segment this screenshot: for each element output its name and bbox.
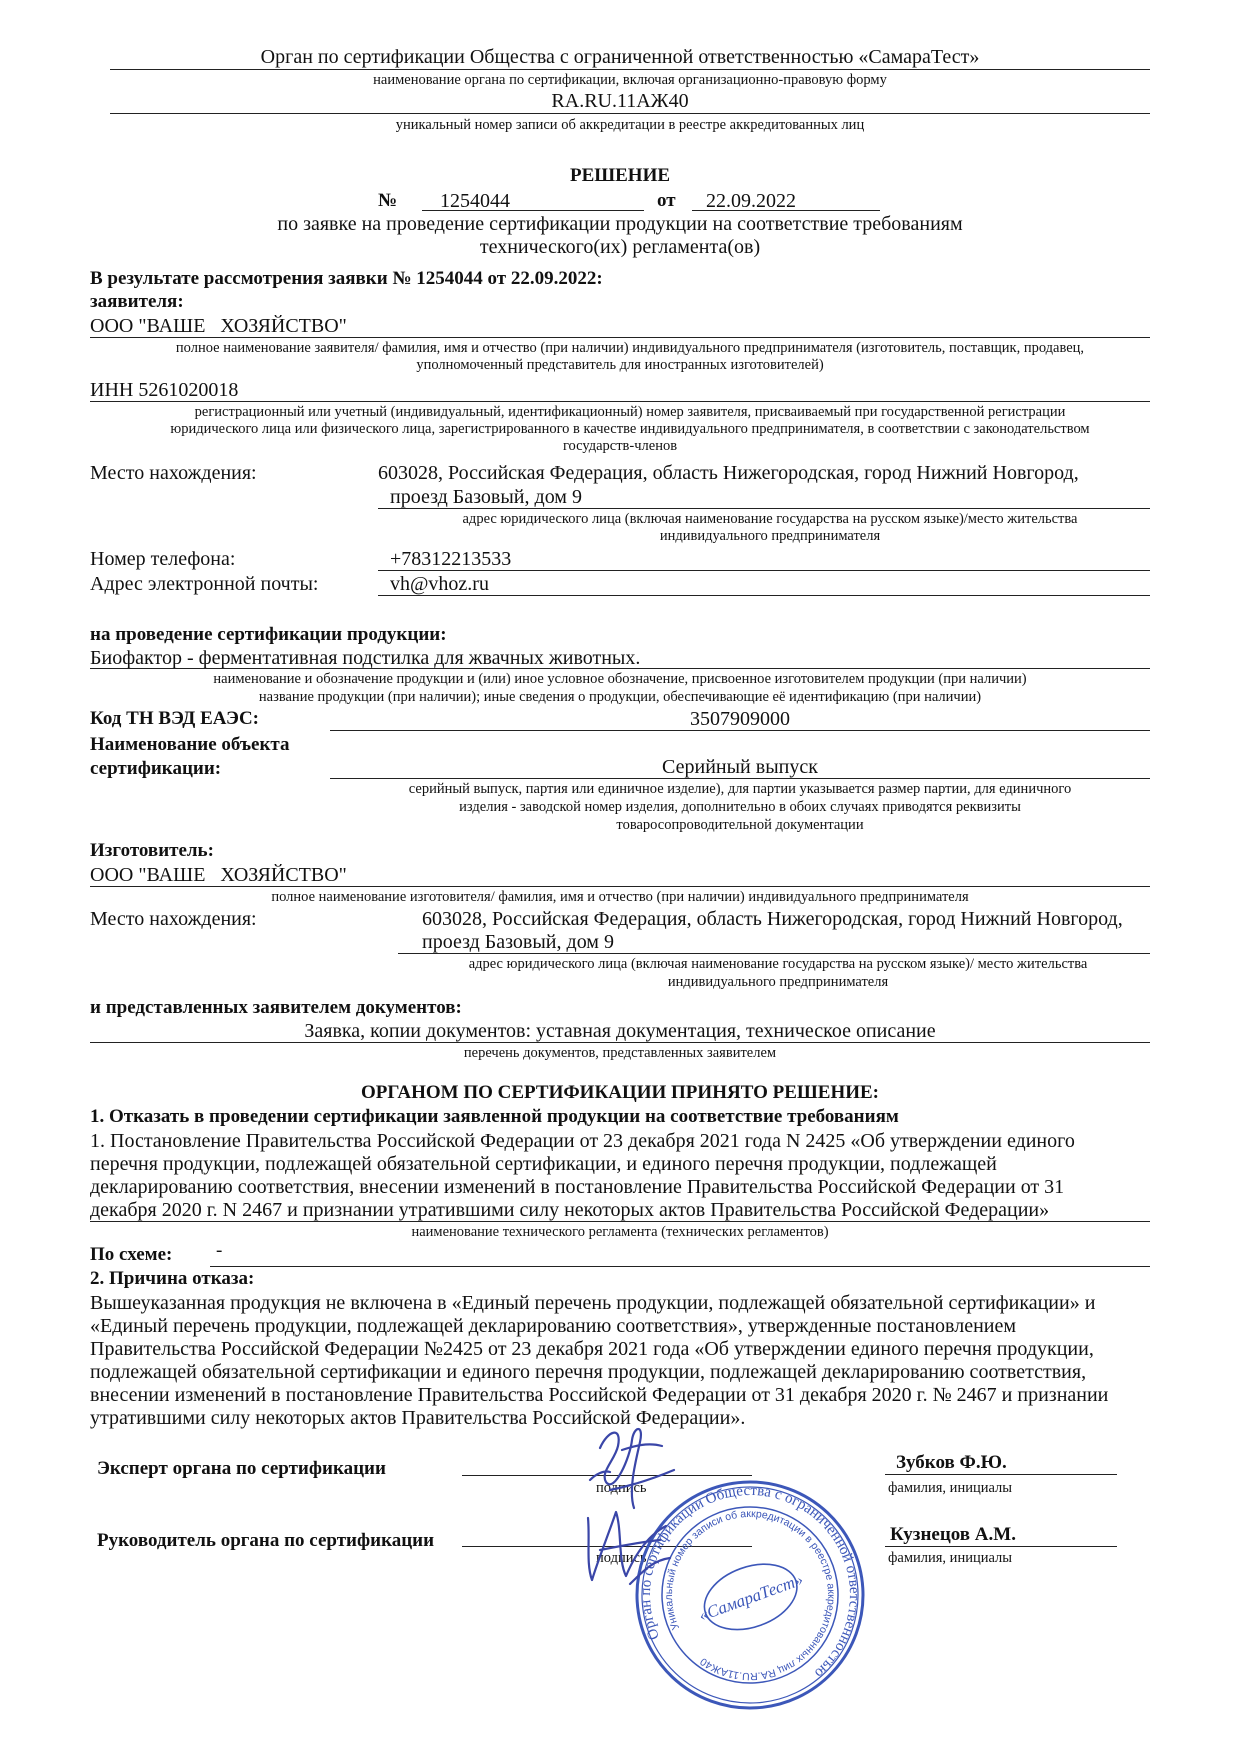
regulation-line (90, 1221, 1150, 1222)
ruling-point-1: 1. Отказать в проведении сертификации заявленной продукции на соответствие требованиям (90, 1106, 899, 1127)
expert-name-line (885, 1474, 1117, 1475)
accreditation-caption: уникальный номер записи об аккредитации в реестре аккредитованных лиц (395, 117, 865, 133)
expert-name-caption: фамилия, инициалы (888, 1480, 1013, 1496)
applicant-name-caption-2: уполномоченный представитель для иностранных изготовителей) (416, 357, 824, 373)
object-value-line (330, 778, 1150, 779)
manufacturer-address-line-2: проезд Базовый, дом 9 (422, 931, 614, 953)
regulation-line-2: перечня продукции, подлежащей обязательной сертификации, и единого перечня продукции, подлежащей (90, 1153, 997, 1175)
documents-caption: перечень документов, представленных заявителем (463, 1045, 777, 1061)
scheme-value: - (216, 1240, 223, 1261)
manufacturer-address-line (398, 953, 1150, 954)
expert-signature-caption: подпись (596, 1480, 647, 1496)
org-name-line (110, 69, 1150, 70)
expert-name: Зубков Ф.Ю. (896, 1452, 1007, 1473)
manufacturer-name-caption: полное наименование изготовителя/ фамилия, имя и отчество (при наличии) индивидуального предпринимателя (271, 889, 969, 905)
decision-title: РЕШЕНИЕ (569, 165, 671, 186)
applicant-name-caption-1: полное наименование заявителя/ фамилия, имя и отчество (при наличии) индивидуального предпринимателя (изготовитель, поставщик, продавец, (175, 340, 1085, 356)
reason-line-3: Правительства Российской Федерации №2425 от 23 декабря 2021 года «Об утверждении единого перечня продукции, (90, 1338, 1094, 1360)
review-intro: В результате рассмотрения заявки № 1254044 от 22.09.2022: (90, 268, 603, 289)
applicant-phone: +78312213533 (390, 548, 512, 570)
object-caption-2: изделия - заводской номер изделия, дополнительно в обоих случаях приводятся реквизиты (459, 799, 1021, 815)
applicant-inn-caption-3: государств-членов (562, 438, 678, 454)
head-label: Руководитель органа по сертификации (97, 1530, 435, 1551)
manufacturer-address-caption-2: индивидуального предпринимателя (667, 974, 889, 990)
scheme-label: По схеме: (90, 1244, 173, 1265)
object-caption-3: товаросопроводительной документации (616, 817, 864, 833)
org-name: Орган по сертификации Общества с ограниченной ответственностью «СамараТест» (260, 46, 980, 68)
applicant-phone-line (378, 570, 1150, 571)
applicant-email-label: Адрес электронной почты: (90, 573, 319, 595)
reason-line-5: внесении изменений в постановление Правительства Российской Федерации от 31 декабря 2020 г. № 2467 и признании (90, 1384, 1109, 1406)
head-name-line (885, 1546, 1117, 1547)
ruling-point-2: 2. Причина отказа: (90, 1268, 255, 1289)
reason-line-6: утратившими силу некоторых актов Правительства Российской Федерации». (90, 1407, 746, 1429)
reason-line-1: Вышеуказанная продукция не включена в «Единый перечень продукции, подлежащей обязательной сертификации» и (90, 1292, 1096, 1314)
decision-date-label: от (657, 190, 676, 211)
documents-line (90, 1042, 1150, 1043)
applicant-name-line (90, 337, 1150, 338)
applicant-email-line (378, 595, 1150, 596)
decision-date-line (692, 210, 880, 211)
manufacturer-address-label: Место нахождения: (90, 908, 257, 930)
manufacturer-address-line-1: 603028, Российская Федерация, область Нижегородская, город Нижний Новгород, (422, 908, 1123, 930)
expert-label: Эксперт органа по сертификации (97, 1458, 386, 1479)
product-caption-2: название продукции (при наличии); иные сведения о продукции, обеспечивающие её идентификацию (при наличии) (258, 689, 982, 705)
tn-ved-value: 3507909000 (690, 708, 790, 730)
object-label-1: Наименование объекта (90, 734, 290, 755)
object-label-2: сертификации: (90, 758, 222, 779)
documents-label: и представленных заявителем документов: (90, 997, 462, 1018)
decision-number-label: № (378, 190, 398, 211)
accreditation-line (110, 113, 1150, 114)
product-name: Биофактор - ферментативная подстилка для жвачных животных. (90, 647, 641, 669)
manufacturer-address-caption-1: адрес юридического лица (включая наименование государства на русском языке)/ место жительства (468, 956, 1088, 972)
decision-number: 1254044 (440, 190, 510, 212)
manufacturer-name: ООО "ВАШЕ ХОЗЯЙСТВО" (90, 864, 347, 886)
decision-date: 22.09.2022 (706, 190, 796, 212)
applicant-inn-caption-2: юридического лица или физического лица, зарегистрированного в качестве индивидуального предпринимателя, в соответствии с законодательством (170, 421, 1090, 437)
product-name-line (90, 668, 1150, 669)
head-name-caption: фамилия, инициалы (888, 1550, 1013, 1566)
scheme-line (210, 1266, 1150, 1267)
tn-ved-label: Код ТН ВЭД ЕАЭС: (90, 708, 259, 729)
applicant-label: заявителя: (90, 291, 184, 312)
org-caption: наименование органа по сертификации, включая организационно-правовую форму (373, 72, 887, 88)
head-handwritten-signature (570, 1500, 690, 1600)
applicant-address-caption-2: индивидуального предпринимателя (659, 528, 881, 544)
applicant-inn-caption-1: регистрационный или учетный (индивидуальный, идентификационный) номер заявителя, присваиваемый при государственной регистрации (194, 404, 1066, 420)
seal-outer-text: Орган по сертификации Общества с ограниченной ответственностью (637, 1482, 863, 1681)
decision-subtitle-1: по заявке на проведение сертификации продукции на соответствие требованиям (277, 213, 963, 235)
applicant-name: ООО "ВАШЕ ХОЗЯЙСТВО" (90, 315, 347, 337)
object-value: Серийный выпуск (662, 756, 818, 778)
object-caption-1: серийный выпуск, партия или единичное изделие), для партии указывается размер партии, для единичного (408, 781, 1072, 797)
product-label: на проведение сертификации продукции: (90, 624, 447, 645)
accreditation-number: RA.RU.11АЖ40 (551, 90, 689, 112)
tn-ved-line (330, 730, 1150, 731)
manufacturer-name-line (90, 886, 1150, 887)
head-signature-caption: подпись (596, 1550, 647, 1566)
seal-inner-text: Уникальный номер записи об аккредитации в реестре аккредитованных лиц RA.RU.11АЖ40 (662, 1507, 838, 1683)
product-caption-1: наименование и обозначение продукции и (или) иное условное обозначение, присвоенное изготовителем продукции (при наличии) (213, 671, 1027, 687)
ruling-heading: ОРГАНОМ ПО СЕРТИФИКАЦИИ ПРИНЯТО РЕШЕНИЕ: (360, 1082, 880, 1103)
applicant-inn: ИНН 5261020018 (90, 379, 239, 401)
applicant-address-line-2: проезд Базовый, дом 9 (390, 486, 582, 508)
applicant-address-caption-1: адрес юридического лица (включая наименование государства на русском языке)/место жительства (462, 511, 1078, 527)
applicant-inn-line (90, 401, 1150, 402)
applicant-phone-label: Номер телефона: (90, 548, 236, 570)
decision-subtitle-2: технического(их) регламента(ов) (479, 236, 761, 258)
regulation-line-3: декларированию соответствия, внесении изменений в постановление Правительства Российской Федерации от 31 (90, 1176, 1065, 1198)
applicant-address-line (378, 508, 1150, 509)
regulation-caption: наименование технического регламента (технических регламентов) (411, 1224, 829, 1240)
documents-value: Заявка, копии документов: уставная документация, техническое описание (304, 1020, 936, 1042)
reason-line-4: подлежащей обязательной сертификации и единого перечня продукции, подлежащей декларированию соответствия, (90, 1361, 1087, 1383)
applicant-address-line-1: 603028, Российская Федерация, область Нижегородская, город Нижний Новгород, (378, 462, 1079, 484)
applicant-email: vh@vhoz.ru (390, 573, 489, 595)
head-name: Кузнецов А.М. (890, 1524, 1016, 1545)
seal-center-text: «СамараТест» (696, 1569, 806, 1625)
regulation-line-1: 1. Постановление Правительства Российской Федерации от 23 декабря 2021 года N 2425 «Об утверждении единого (90, 1130, 1075, 1152)
decision-number-line (422, 210, 644, 211)
applicant-address-label: Место нахождения: (90, 462, 257, 484)
manufacturer-label: Изготовитель: (90, 840, 214, 861)
regulation-line-4: декабря 2020 г. N 2467 и признании утратившими силу некоторых актов Правительства Российской Федерации» (90, 1199, 1050, 1221)
reason-line-2: «Единый перечень продукции, подлежащей декларированию соответствия», утвержденные постановлением (90, 1315, 1017, 1337)
